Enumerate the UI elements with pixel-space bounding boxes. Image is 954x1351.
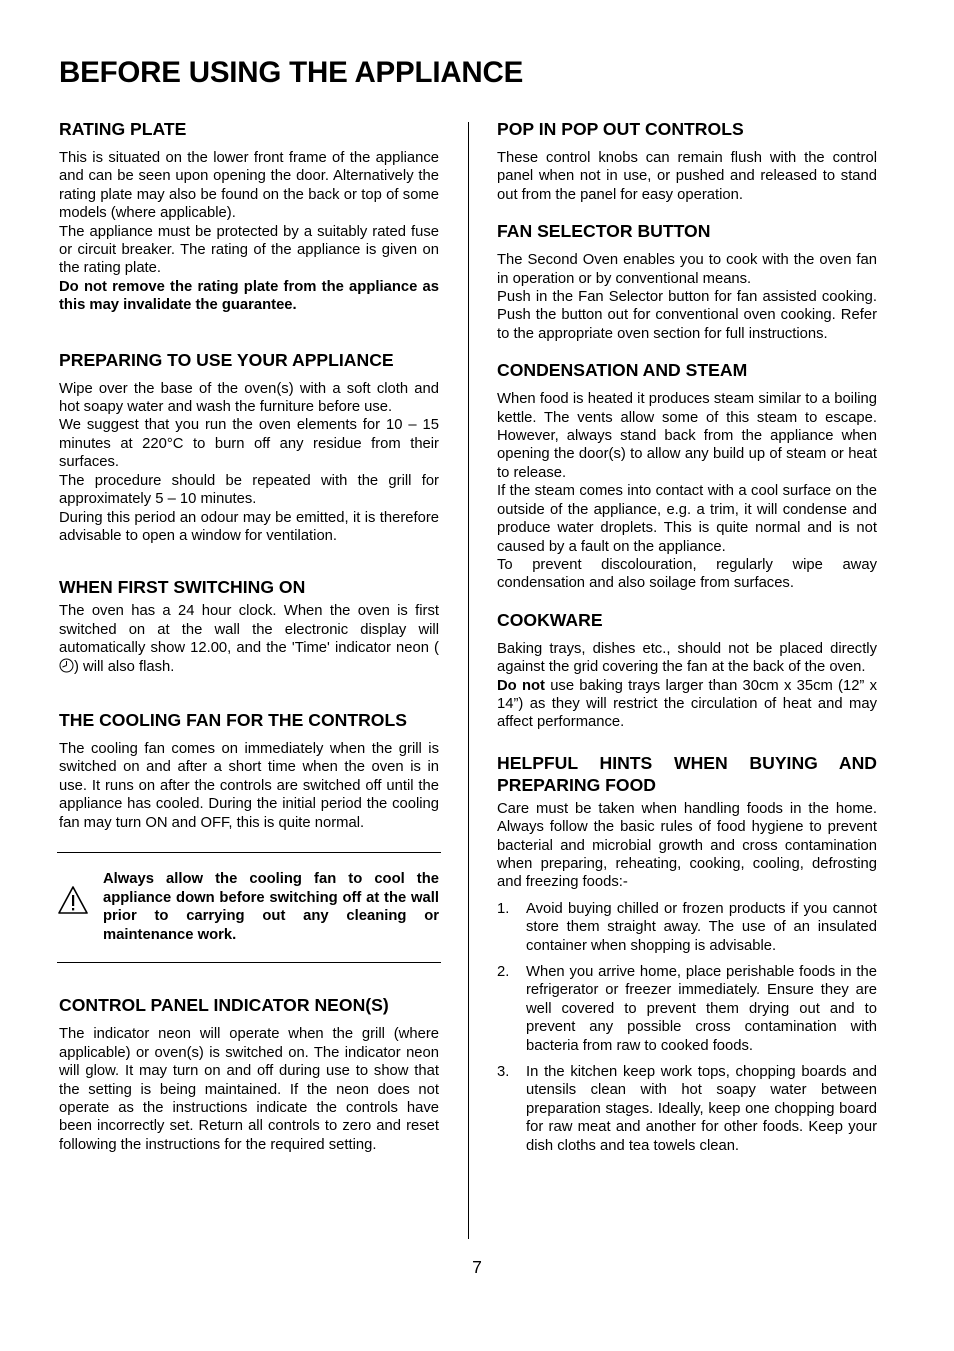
warning-triangle-icon bbox=[57, 885, 87, 913]
left-column bbox=[59, 118, 439, 1154]
paragraph: The appliance must be protected by a suitably rated fuse or circuit breaker. The rating of the appliance is given on the rating plate. bbox=[59, 223, 439, 277]
section-control-panel-neon bbox=[59, 994, 439, 1154]
right-column bbox=[497, 118, 877, 1163]
section-heading: HELPFUL HINTS WHEN BUYING AND PREPARING FOOD bbox=[497, 752, 877, 795]
section-heading: WHEN FIRST SWITCHING ON bbox=[59, 577, 306, 598]
paragraph: This is situated on the lower front frame of the appliance and can be seen upon opening the door. Alternatively the rating plate may also be found on the back or top of some models (where applicable). bbox=[59, 150, 439, 222]
paragraph: Push in the Fan Selector button for fan assisted cooking. Push the button out for conventional oven cooking. Refer to the appropriate oven section for full instructions. bbox=[497, 289, 877, 342]
paragraph: The indicator neon will operate when the grill (where applicable) or oven(s) is switched on. The indicator neon will glow. It may turn on and off during use to show that the setting is being maintained. If the neon does not operate as the instructions indicate the controls have been incorrectly set. Return all controls to zero and reset following the instructions for the required setting. bbox=[59, 1026, 439, 1153]
section-cookware bbox=[497, 609, 877, 732]
warning-text: Always allow the cooling fan to cool the appliance down before switching off at the wall prior to carrying out any cleaning or maintenance work. bbox=[103, 870, 439, 943]
section-heading: POP IN POP OUT CONTROLS bbox=[497, 119, 744, 139]
list-number: 3. bbox=[497, 1064, 510, 1081]
list-text: In the kitchen keep work tops, chopping boards and utensils clean with hot soapy water between preparation stages. Ideally, keep one chopping board for raw meat and another for other foods. Keep your dish cloths and tea towels clean. bbox=[526, 1064, 877, 1154]
section-heading: COOKWARE bbox=[497, 609, 603, 630]
list-item bbox=[497, 963, 877, 1055]
hints-list bbox=[497, 900, 877, 1155]
paragraph: The cooling fan comes on immediately when the grill is switched on and after a short time when the oven is in use. It runs on after the controls are switched off until the appliance has cooled. During the initial period the cooling fan may turn ON and OFF, this is quite normal. bbox=[59, 740, 439, 831]
paragraph: The procedure should be repeated with the grill for approximately 5 – 10 minutes. bbox=[59, 472, 439, 508]
list-item bbox=[497, 900, 877, 955]
section-heading: CONTROL PANEL INDICATOR NEON(S) bbox=[59, 995, 389, 1016]
paragraph: The Second Oven enables you to cook with the oven fan in operation or by conventional means. bbox=[497, 252, 877, 287]
bold-text: Do not bbox=[497, 677, 545, 694]
text-fragment: The oven has a 24 hour clock. When the oven is first switched on at the wall the electronic display will automatically show 12.00, and the 'Time' indicator neon ( bbox=[59, 603, 439, 657]
section-pop-in-pop-out bbox=[497, 118, 877, 204]
clock-icon bbox=[59, 658, 74, 678]
list-item bbox=[497, 1063, 877, 1155]
paragraph: These control knobs can remain flush with the control panel when not in use, or pushed and released to stand out from the panel for easy operation. bbox=[497, 150, 877, 203]
page-number: 7 bbox=[472, 1257, 482, 1277]
paragraph: To prevent discolouration, regularly wipe away condensation and also soilage from surfaces. bbox=[497, 556, 877, 592]
bold-notice: Do not remove the rating plate from the appliance as this may invalidate the guarantee. bbox=[59, 278, 439, 314]
paragraph bbox=[497, 677, 877, 732]
paragraph: Wipe over the base of the oven(s) with a soft cloth and hot soapy water and wash the furniture before use. bbox=[59, 380, 439, 416]
section-heading: RATING PLATE bbox=[59, 119, 187, 139]
section-heading: CONDENSATION AND STEAM bbox=[497, 360, 748, 381]
list-text: When you arrive home, place perishable foods in the refrigerator or freezer immediately. Ensure they are well covered to prevent them drying out and to prevent any possible cross contamination with bacteria from raw to cooked foods. bbox=[526, 964, 877, 1054]
column-divider bbox=[468, 122, 469, 1239]
paragraph: We suggest that you run the oven elements for 10 – 15 minutes at 220°C to burn off any residue from their surfaces. bbox=[59, 417, 439, 471]
section-condensation bbox=[497, 359, 877, 592]
section-preparing bbox=[59, 349, 439, 546]
paragraph bbox=[59, 602, 439, 678]
paragraph: Baking trays, dishes etc., should not be placed directly against the grid covering the fan at the back of the oven. bbox=[497, 640, 877, 676]
section-fan-selector bbox=[497, 220, 877, 343]
paragraph: If the steam comes into contact with a cool surface on the outside of the appliance, e.g. a trim, it will condense and produce water droplets. This is quite normal and is not caused by a fault on the appliance. bbox=[497, 483, 877, 555]
list-number: 2. bbox=[497, 964, 510, 980]
section-heading: THE COOLING FAN FOR THE CONTROLS bbox=[59, 709, 407, 730]
section-helpful-hints bbox=[497, 752, 877, 1155]
section-heading: PREPARING TO USE YOUR APPLIANCE bbox=[59, 349, 394, 370]
section-heading: FAN SELECTOR BUTTON bbox=[497, 221, 711, 242]
paragraph: Care must be taken when handling foods in the home. Always follow the basic rules of food hygiene to prevent bacterial and microbial growth and cross contamination when preparing, reheating, cooking, cooling, defrosting and freezing foods:- bbox=[497, 800, 877, 891]
text-fragment: use baking trays larger than 30cm x 35cm (12” x 14”) as they will restrict the circulation of heat and may affect performance. bbox=[497, 677, 877, 731]
page-title: BEFORE USING THE APPLIANCE bbox=[59, 56, 524, 89]
section-cooling-fan bbox=[59, 709, 439, 832]
paragraph: During this period an odour may be emitted, it is therefore advisable to open a window for ventilation. bbox=[59, 509, 439, 544]
list-number: 1. bbox=[497, 900, 510, 917]
section-rating-plate bbox=[59, 118, 439, 315]
list-text: Avoid buying chilled or frozen products if you cannot store them straight away. The use of an insulated container when shopping is advisable. bbox=[526, 900, 877, 954]
paragraph: When food is heated it produces steam similar to a boiling kettle. The vents allow some of this steam to escape. However, always stand back from the appliance when opening the door(s) to allow any build up of steam or heat to release. bbox=[497, 391, 877, 481]
text-fragment: ) will also flash. bbox=[74, 658, 175, 675]
warning-box bbox=[57, 852, 441, 963]
section-first-switching-on bbox=[59, 576, 439, 678]
